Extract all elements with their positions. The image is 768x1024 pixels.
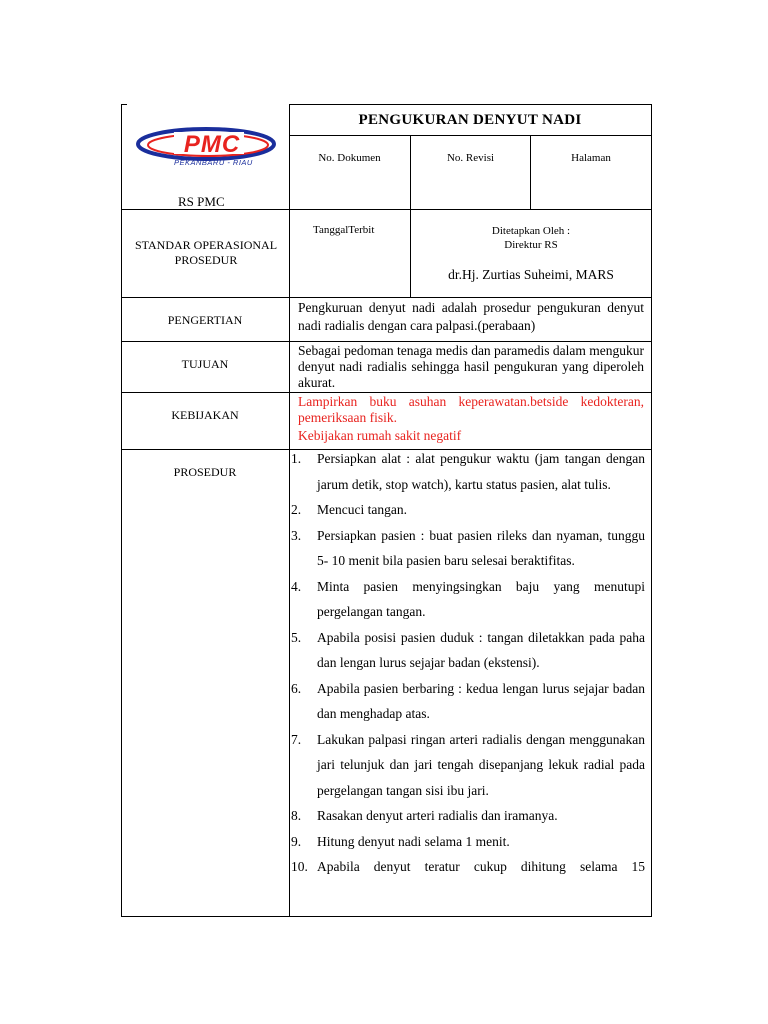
tujuan-text: Sebagai pedoman tenaga medis dan paramedis dalam mengukur denyut nadi radialis sehingga hasil pengukuran yang diperoleh akurat. (298, 343, 645, 390)
page-label: Halaman (571, 152, 611, 164)
list-item: 9. Hitung denyut nadi selama 1 menit. (291, 833, 510, 849)
logo-subtext: PEKANBARU - RIAU (174, 158, 253, 167)
approver-name: dr.Hj. Zurtias Suheimi, MARS (448, 267, 614, 282)
list-item: 1. Persiapkan alat : alat pengukur waktu (jam tangan dengan jarum detik, stop watch), kartu status pasien, alat tulis. (291, 451, 645, 492)
issue-date-label: TanggalTerbit (313, 224, 375, 236)
list-item: 5. Apabila posisi pasien duduk : tangan diletakkan pada paha dan lengan lurus sejajar badan (ekstensi). (291, 629, 645, 670)
border-bottom (121, 916, 652, 917)
sop-label: STANDAR OPERASIONAL PROSEDUR (134, 238, 278, 267)
pengertian-text: Pengkuruan denyut nadi adalah prosedur pengukuran denyut nadi radialis dengan cara palpasi.(perabaan) (298, 300, 644, 333)
tujuan-label: TUJUAN (181, 357, 229, 371)
logo-text: PMC (183, 131, 241, 158)
border-row5 (121, 392, 652, 393)
prosedur-list (291, 446, 645, 916)
hospital-logo (134, 120, 284, 172)
border-row4 (121, 341, 652, 342)
approved-by-label: Ditetapkan Oleh : (491, 225, 571, 237)
prosedur-label: PROSEDUR (173, 465, 237, 479)
border-title-bottom (289, 135, 652, 136)
list-item: 10. Apabila denyut teratur cukup dihitung selama 15 (291, 859, 645, 874)
list-item: 7. Lakukan palpasi ringan arteri radialis dengan menggunakan jari telunjuk dan jari tengah disepanjang lekuk radial pada pergelangan tangan sisi ibu jari. (291, 731, 645, 798)
border-top (289, 104, 652, 105)
kebijakan-label: KEBIJAKAN (171, 408, 239, 422)
list-item: 8. Rasakan denyut arteri radialis dan iramanya. (291, 808, 558, 823)
revision-label: No. Revisi (446, 152, 495, 164)
kebijakan-text-2: Kebijakan rumah sakit negatif (298, 428, 462, 443)
doc-number-label: No. Dokumen (318, 152, 381, 164)
approver-title: Direktur RS (504, 239, 558, 251)
pengertian-label: PENGERTIAN (167, 313, 243, 327)
border-right (651, 104, 652, 917)
border-row3 (121, 297, 652, 298)
list-item: 6. Apabila pasien berbaring : kedua lengan lurus sejajar badan dan menghadap atas. (291, 680, 645, 721)
border-left (121, 104, 122, 917)
list-item: 4. Minta pasien menyingsingkan baju yang menutupi pergelangan tangan. (291, 578, 645, 619)
hospital-name: RS PMC (178, 194, 225, 209)
document-title: PENGUKURAN DENYUT NADI (358, 112, 582, 128)
list-item: 2. Mencuci tangan. (291, 502, 407, 517)
kebijakan-text-1: Lampirkan buku asuhan keperawatan.betside kedokteran, pemeriksaan fisik. (298, 394, 644, 425)
list-item: 3. Persiapkan pasien : buat pasien rileks dan nyaman, tunggu 5- 10 menit bila pasien baru selesai beraktifitas. (291, 527, 645, 568)
border-revisi-right (530, 135, 531, 210)
border-middle (289, 104, 290, 917)
